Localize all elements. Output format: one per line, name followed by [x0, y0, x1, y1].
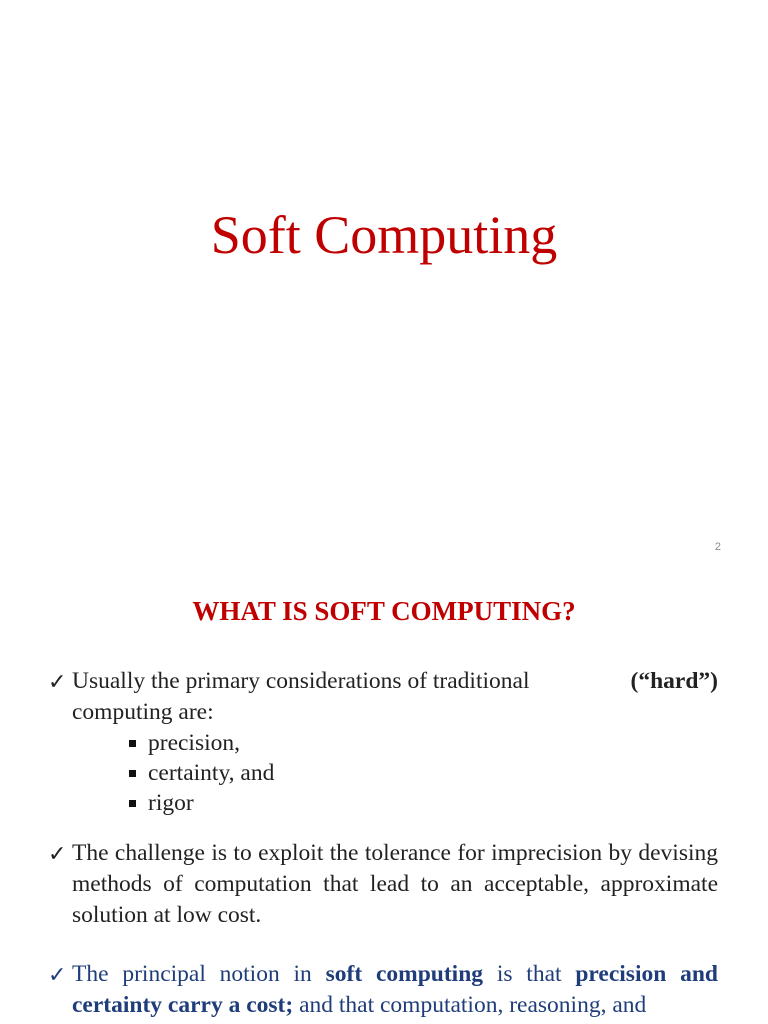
sub-list-item: certainty, and — [48, 758, 718, 788]
sub-list-item: precision, — [48, 728, 718, 758]
bullet-principal-notion — [48, 959, 718, 1021]
bullet-challenge — [48, 838, 718, 931]
text-run: The principal notion in — [72, 961, 326, 987]
slide-heading: WHAT IS SOFT COMPUTING? — [192, 596, 576, 626]
page-number: 2 — [714, 541, 721, 553]
text-run: and that computation, reasoning, and — [293, 992, 647, 1018]
check-mark-icon: ✓ — [48, 669, 67, 694]
check-mark-icon: ✓ — [48, 841, 67, 866]
bullet-text — [72, 959, 718, 1021]
bullet-text: Usually the primary considerations of traditional — [72, 668, 530, 694]
emphasis-precision-cost: precision and certainty carry a cost; — [72, 961, 718, 1018]
bullet-traditional-computing — [48, 666, 718, 818]
bullet-emphasis: (“hard”) — [630, 668, 718, 694]
sub-list-item: rigor — [48, 788, 718, 818]
check-mark-icon: ✓ — [48, 962, 67, 987]
emphasis-soft-computing: soft computing — [325, 961, 484, 987]
bullet-text: The challenge is to exploit the tolerance for imprecision by devising methods of computation that lead to an acceptable, approximate solution at low cost. — [72, 840, 718, 928]
slide-title: Soft Computing — [210, 205, 558, 265]
bullet-text-continued: computing are: — [72, 699, 214, 725]
slide-2 — [0, 560, 768, 1024]
text-run: is that — [483, 961, 576, 987]
sub-list — [48, 728, 718, 818]
